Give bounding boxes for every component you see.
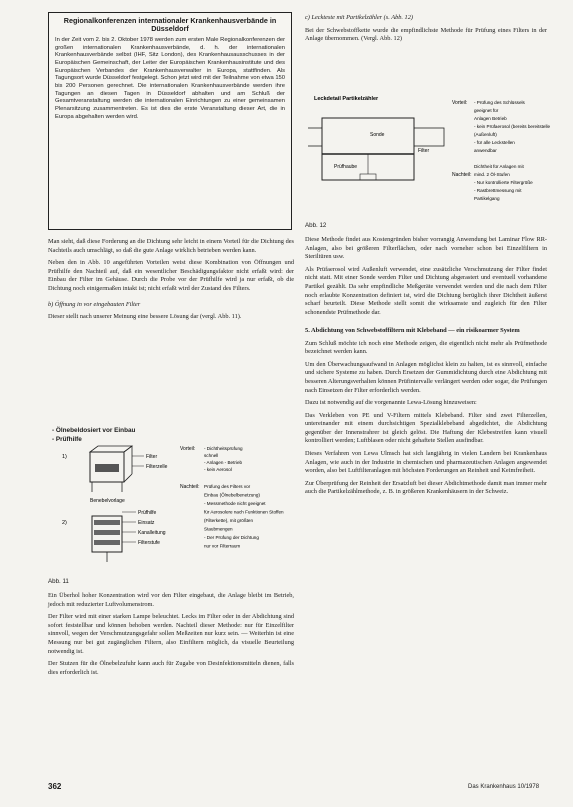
left-column-lower (48, 592, 294, 681)
news-box (48, 12, 292, 230)
left-paragraph-2: Neben den in Abb. 10 angeführten Vorteilen weist diese Kombination von Öffnungen und Prüfhilfe den Nachteil auf, daß ein wesentlicher Beschädigungsfaktor nicht erfaßt wird: der Einbau der Filter im Gehäuse. Durch die Probe vor der Prüfhilfe wird ja nur erfaßt, ob die Dichtung noch einigermaßen intakt ist; nicht erfaßt wird der Zustand des Filters. (48, 259, 294, 292)
fig11-unit-lower (92, 516, 122, 562)
fig12-label-pruefhaube: Prüfhaube (334, 164, 358, 170)
fig12-label-filter: Filter (418, 148, 430, 154)
figure-12-caption: Abb. 12 (305, 222, 327, 229)
figure-11-headings (52, 426, 296, 444)
figure-11 (52, 426, 296, 578)
fig11-label-filterstufe: Filterstufe (138, 540, 160, 546)
fig11-num-1: 1) (62, 454, 67, 460)
right-paragraph-3: Als Prüfaerosol wird Außenluft verwendet, eine zusätzliche Verschmutzung der Filter findet nicht statt. Mit einer Sonde werden Filter und Dichtung abgerastert und eventuell vorhandene Partikel gezählt. Da sehr empfindliche Meßgeräte verwendet werden und die nach dem Filter noch erlaubte Konzentration definiert ist, wird die Dichtung berüglich ihrer Dichtheit äußerst scharf beurteilt. Diese Methode stellt somit die wirksamste und zugleich für den Filter schonendste Prüfmethode dar. (305, 265, 547, 316)
fig12-nachteil-line: - Rastbrettmessung mit (474, 188, 522, 193)
fig11-vorteil-line: - kein Aerosol (204, 467, 232, 472)
right-column-body (305, 236, 547, 501)
fig12-nachteil-line: - Nur kontrollierte Filtergröße (474, 180, 533, 185)
fig11-label-einsatz: Einsatz (138, 520, 155, 526)
left-paragraph-1: Man sieht, daß diese Forderung an die Dichtung sehr leicht in einem Vorteil für die Dichtung des Nachteils auch umschlägt, so daß die gute Anlage wirklich betrieben werden kann. (48, 238, 294, 254)
fig11-vorteil-list (204, 446, 243, 472)
left-paragraph-6: Der Stutzen für die Ölnebelzufuhr kann auch für Zugabe von Desinfektionsmitteln dienen, falls dies erforderlich ist. (48, 660, 294, 676)
fig12-vorteil-line: - kein Prüfaerosol (bereits bereitstellen) (474, 124, 550, 129)
fig11-vorteil-line: - Anlagen - Betrieb (204, 460, 243, 465)
fig12-nachteil-line: Partikelgang (474, 196, 500, 201)
right-paragraph-5: Um den Überwachungsaufwand in Anlagen möglichst klein zu halten, ist es sinnvoll, einfache und sichere Systeme zu haben. Durch Ersetzen der Gummidichtung durch eine Abdichtung mit besseren Alterungsverhalten können Prüfintervalle verlängert werden oder sogar, die Prüfungen nach Einsetzen der Filter erforderlich werden. (305, 360, 547, 394)
fig12-vorteil-line: geeignet für (474, 108, 499, 113)
fig12-nachteil-list (474, 164, 533, 201)
fig11-label-pruefhilfe: Prüfhilfe (138, 510, 157, 516)
fig12-vorteil-line: Anlagen Betrieb (474, 116, 507, 121)
right-paragraph-4: Zum Schluß möchte ich noch eine Methode zeigen, die eigentlich nicht mehr als Prüfmethode bezeichnet werden kann. (305, 339, 547, 356)
fig11-unit-upper (90, 446, 132, 492)
right-subheading-c: c) Leckteste mit Partikelzähler (s. Abb. 12) (305, 14, 413, 21)
right-column-top (305, 14, 547, 48)
fig12-title: Leckdetail Partikelzähler (314, 96, 379, 102)
fig11-label-benebel: Benebelvorlage (90, 498, 125, 504)
left-subheading-b: b) Öffnung in vor eingebauten Filter (48, 300, 141, 308)
fig11-vorteil-label: Vorteil: (180, 446, 196, 452)
news-box-title: Regionalkonferenzen internationaler Krankenhausverbände in Düsseldorf (63, 16, 277, 34)
right-paragraph-2: Diese Methode findet aus Kostengründen bisher vorrangig Anwendung bei Laminar Flow RR-Anlagen, also bei größeren Filterflächen, oder nach vorneher schon bei Einzelfiltern in Steriltüren usw. (305, 236, 547, 261)
figure-12 (308, 88, 550, 208)
journal-reference: Das Krankenhaus 10/1978 (468, 784, 540, 790)
fig12-vorteil-line: - für alle Leckstellen (474, 140, 515, 145)
fig11-label-filter: Filter (146, 454, 158, 460)
fig12-vorteil-list (474, 100, 550, 153)
figure-11-caption: Abb. 11 (48, 578, 69, 585)
left-column-upper (48, 238, 294, 326)
right-paragraph-7: Das Verkleben von PE und V-Filtern mittels Klebeband. Filter sind zwei Filterzellen, untereinander mit einem durchsichtigen Spezialklebeband abgedichtet, die Abdichtung gegenüber der Innenstrahrer ist gleich gelöst. Die Haftung der Klebestreifen kann visuell kontrolliert werden; Luftblasen oder nicht gehaftete Stellen ausfindbar. (305, 411, 547, 445)
right-paragraph-8: Dieses Verfahren von Lewa Ulmsch hat sich langjährig in vielen Landern bei Krankenhaus Anlagen, wie auch in der Industrie in chemischen und pharmazeutischen Anlagen angewendet worden, also bei Luftfilteranlagen mit höchsten Forderungen an Reinheit und Keimfreiheit. (305, 450, 547, 475)
fig11-vorteil-line: schnell (204, 453, 219, 458)
fig11-nachteil-line: Prüfung des Filters vor (204, 484, 251, 489)
left-paragraph-3: Dieser stellt nach unserer Meinung eine bessere Lösung dar (vergl. Abb. 11). (48, 313, 242, 321)
right-paragraph-1: Bei der Schwebstoffkette wurde die empfindlichste Methode für Prüfung eines Filters in der Anlage übernommen. (Vergl. Abb. 12) (305, 26, 547, 43)
fig12-vorteil-line: - Prüfung des Schlüssels (474, 100, 525, 105)
fig11-label-kanal: Kanalleitung (138, 530, 166, 536)
fig11-vorteil-line: - Dichtheitsprüfung (204, 446, 243, 451)
figure-11-heading-1: - Ölnebeldosiert vor Einbau (52, 427, 136, 434)
fig12-label-sonde: Sonde (370, 132, 385, 138)
fig12-nachteil-line: Dichtheit für Anlagen mit (474, 164, 524, 169)
figure-12-diagram (308, 88, 550, 208)
news-box-body: In der Zeit vom 2. bis 2. Oktober 1978 werden zum ersten Male Regionalkonferenzen der großen internationalen Krankenhausverbände, d. h. der internationalen Krankenhausverbände selbst (IHF, Sitz London), des Krankenhausausschusses in der Europäischen Gemeinschaft, der Leiter der Europäischen Krankenhausinstitute und des Europäischen Verbandes der Krankenhausverwalter in Europa, stattfinden. Als Tagungsort wurde Düsseldorf festgelegt. Schon jetzt wird mit der Teilnahme von etwa 150 bis 200 Personen gerechnet. Die internationalen Krankenhausverbände werden ihre Tagungen an diesen Tagen in Düsseldorf abhalten und am Schluß der Gesamtveranstaltung werden die internationalen Einrichtungen zu einer gemeinsamen Plenarsitzung zusammentreten. Es ist dies die erste Veranstaltung dieser Art, die in Europa abgehalten werden wird. (55, 36, 285, 120)
figure-11-diagram (52, 444, 296, 578)
fig11-nachteil-list (204, 484, 284, 549)
fig11-nachteil-line: - Der Prüfung der Dichtung (204, 535, 259, 540)
fig11-nachteil-line: (Filterkette), mit größten (204, 518, 254, 523)
fig12-vorteil-line: (Außenluft) (474, 132, 497, 137)
page-number: 362 (48, 782, 62, 791)
fig12-nachteil-line: mind. 2 Öl-Stufen (474, 172, 510, 177)
right-paragraph-6: Dazu ist notwendig auf die vorgenannte Lewa-Lösung hinzuweisen: (305, 399, 477, 407)
fig11-nachteil-line: Staubmengen (204, 526, 233, 532)
right-paragraph-9: Zur Überprüfung der Reinheit der Ersatzluft bei dieser Abdichtmethode damit man immer mehr auch die Partikelzählmethode, z. B. in größeren Krankenhäusern in der Schweiz. (305, 479, 547, 496)
fig12-vorteil-line: anwendbar (474, 148, 497, 153)
fig11-nachteil-label: Nachteil: (180, 484, 200, 490)
fig11-nachteil-line: - Messmethode nicht geeignet (204, 501, 266, 506)
fig11-label-filterzelle: Filterzelle (146, 464, 168, 470)
left-paragraph-4: Ein Überhol hoher Konzentration wird vor den Filter eingebaut, die Anlage bleibt im Betrieb, jedoch mit reduzierter Luftvolumenstrom. (48, 592, 294, 608)
fig12-nachteil-label: Nachteil: (452, 172, 472, 178)
left-paragraph-5: Der Filter wird mit einer starken Lampe beleuchtet. Lecks im Filter oder in der Abdichtung sind sofort feststellbar und können behoben werden. Nachteil dieser Methode: nur für Einzelfilter sinnvoll, wegen der Verschmutzungsgefahr sollen Meßzeiten nur kurz sein. — Weiterhin ist eine Messung nur bei gut zugänglichen Filtern, also Einfiltern möglich, da visuelle Beurteilung notwendig ist. (48, 613, 294, 655)
fig11-num-2: 2) (62, 520, 67, 526)
fig11-nachteil-line: nur vor Filterraum (204, 543, 241, 549)
fig12-vorteil-label: Vorteil: (452, 100, 468, 106)
fig11-nachteil-line: Einbau (Ölnebelbenetzung) (204, 492, 260, 498)
fig11-nachteil-line: für Aerosolere nach Funktionen Stoffen (204, 509, 284, 515)
section-5-heading: 5. Abdichtung von Schwebstoffiltern mit Klebeband — ein risikoarmer System (305, 327, 520, 335)
figure-11-heading-2: - Prüfhilfe (52, 436, 82, 443)
